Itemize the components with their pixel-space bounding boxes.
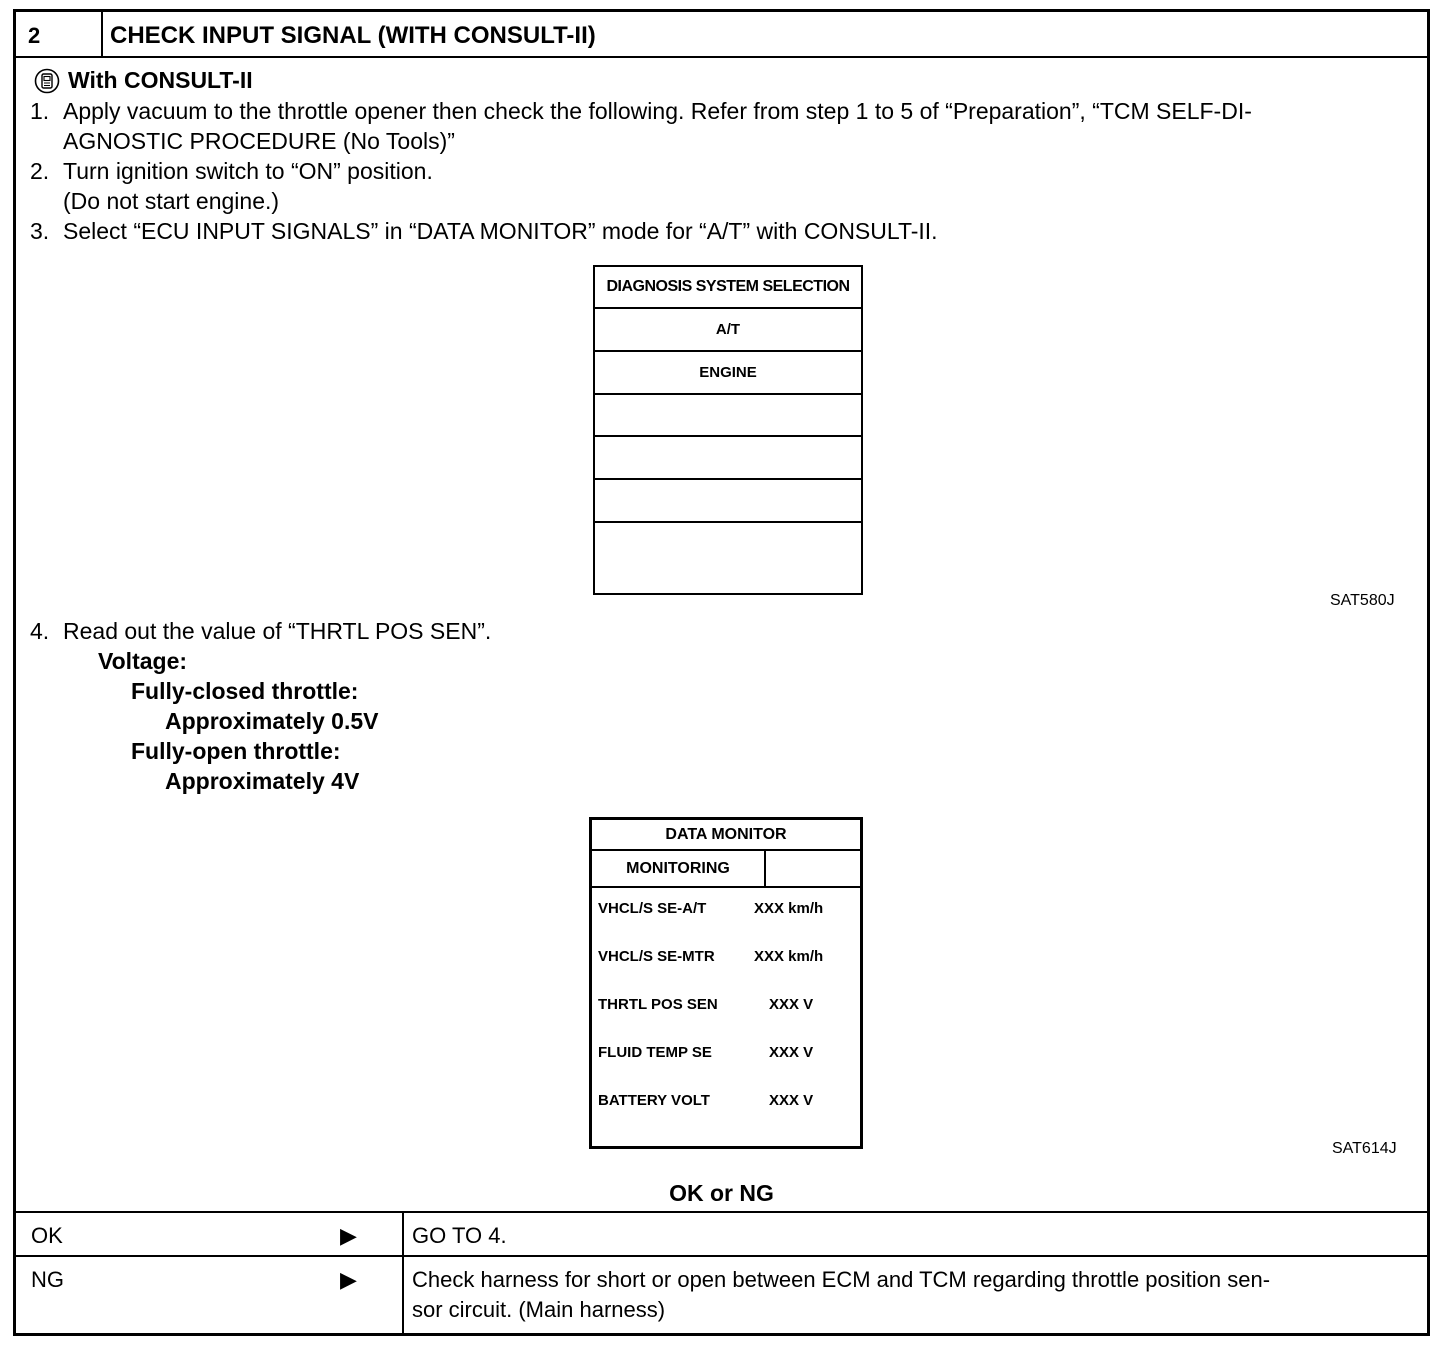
result-action-ok: GO TO 4. xyxy=(412,1223,507,1248)
with-consult-label: With CONSULT-II xyxy=(68,67,253,93)
consult-tool-icon xyxy=(34,68,60,94)
diagnosis-screen-title: DIAGNOSIS SYSTEM SELECTION xyxy=(606,278,850,295)
result-column-divider xyxy=(402,1213,404,1255)
monitor-item-fluid-temp-se: FLUID TEMP SE xyxy=(598,1044,712,1061)
diagnosis-system-selection-screen xyxy=(593,265,863,595)
step-4-number: 4. xyxy=(30,618,50,644)
diagnosis-item-empty xyxy=(595,393,861,436)
monitor-item-vhcl-s-se-at: VHCL/S SE-A/T xyxy=(598,900,707,917)
step-header xyxy=(16,12,1427,58)
diagnosis-item-at: A/T xyxy=(595,307,861,350)
monitoring-label: MONITORING xyxy=(592,851,766,886)
result-row-ng xyxy=(16,1255,1427,1333)
diagnosis-item-empty xyxy=(595,435,861,478)
step-number: 2 xyxy=(28,23,41,48)
arrow-right-icon: ▶ xyxy=(340,1267,357,1292)
fully-closed-value: Approximately 0.5V xyxy=(165,708,379,734)
diagnosis-item-empty xyxy=(595,478,861,521)
step-2-line-2: (Do not start engine.) xyxy=(63,188,280,214)
diagnosis-item-engine: ENGINE xyxy=(595,350,861,393)
result-action-ng-line-2: sor circuit. (Main harness) xyxy=(412,1297,666,1322)
figure-ref-sat614j: SAT614J xyxy=(1332,1140,1397,1157)
fully-open-value: Approximately 4V xyxy=(165,768,360,794)
fully-open-label: Fully-open throttle: xyxy=(131,738,341,764)
step-title: CHECK INPUT SIGNAL (WITH CONSULT-II) xyxy=(110,22,596,49)
result-label-ok: OK xyxy=(31,1223,63,1248)
data-monitor-title: DATA MONITOR xyxy=(592,820,860,851)
monitoring-bar xyxy=(592,851,860,888)
result-label-ng: NG xyxy=(31,1267,64,1292)
step-3-number: 3. xyxy=(30,218,50,244)
arrow-right-icon: ▶ xyxy=(340,1223,357,1248)
step-1-number: 1. xyxy=(30,98,50,124)
diagnosis-item-empty xyxy=(595,521,861,564)
step-2-number: 2. xyxy=(30,158,50,184)
step-1-line-1: Apply vacuum to the throttle opener then check the following. Refer from step 1 to 5 of “Preparation”, “TCM SELF-DI- xyxy=(63,98,1252,124)
procedure-table xyxy=(13,9,1430,1336)
monitor-value-battery-volt: XXX V xyxy=(769,1092,814,1109)
step-1-line-2: AGNOSTIC PROCEDURE (No Tools)” xyxy=(63,128,455,154)
fully-closed-label: Fully-closed throttle: xyxy=(131,678,359,704)
result-action-ng-line-1: Check harness for short or open between ECM and TCM regarding throttle position sen- xyxy=(412,1267,1271,1292)
result-column-divider xyxy=(402,1257,404,1333)
step-2-line-1: Turn ignition switch to “ON” position. xyxy=(63,158,433,184)
step-4-line-1: Read out the value of “THRTL POS SEN”. xyxy=(63,618,492,644)
result-row-ok xyxy=(16,1211,1427,1255)
figure-ref-sat580j: SAT580J xyxy=(1330,592,1395,609)
monitor-item-battery-volt: BATTERY VOLT xyxy=(598,1092,710,1109)
monitor-item-thrtl-pos-sen: THRTL POS SEN xyxy=(598,996,718,1013)
ok-or-ng-title: OK or NG xyxy=(669,1180,774,1206)
data-monitor-screen xyxy=(589,817,863,1149)
monitor-value-vhcl-s-se-at: XXX km/h xyxy=(754,900,824,917)
monitor-value-vhcl-s-se-mtr: XXX km/h xyxy=(754,948,824,965)
monitor-value-fluid-temp-se: XXX V xyxy=(769,1044,814,1061)
header-divider xyxy=(101,12,103,56)
step-3-line-1: Select “ECU INPUT SIGNALS” in “DATA MONITOR” mode for “A/T” with CONSULT-II. xyxy=(63,218,938,244)
voltage-label: Voltage: xyxy=(98,648,188,674)
with-consult-heading xyxy=(34,67,253,94)
monitor-item-vhcl-s-se-mtr: VHCL/S SE-MTR xyxy=(598,948,715,965)
monitor-value-thrtl-pos-sen: XXX V xyxy=(769,996,814,1013)
